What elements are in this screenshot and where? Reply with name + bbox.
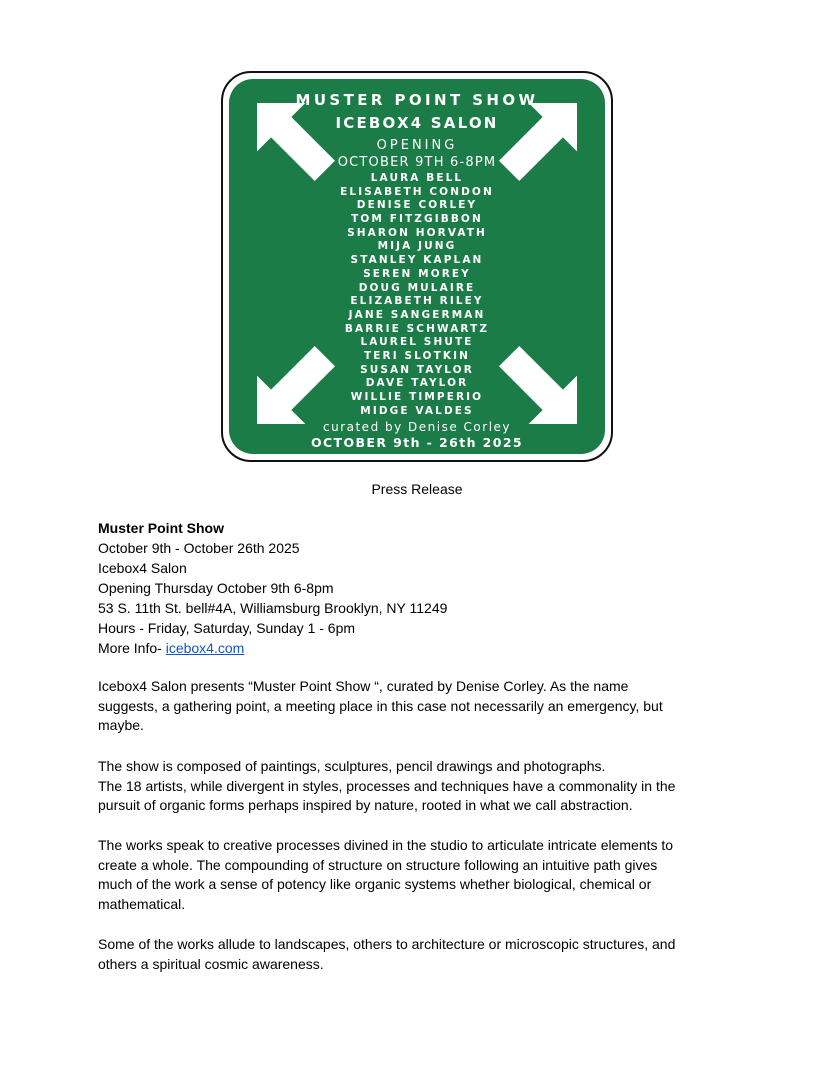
poster-artist: ELISABETH CONDON bbox=[340, 185, 494, 198]
poster-artist: MIJA JUNG bbox=[377, 240, 457, 253]
poster-artist: DAVE TAYLOR bbox=[365, 377, 469, 390]
poster-run-dates: OCTOBER 9th - 26th 2025 bbox=[310, 435, 524, 451]
poster-title: MUSTER POINT SHOW bbox=[295, 91, 539, 109]
poster-opening-label: OPENING bbox=[376, 138, 458, 153]
paragraph-line: The 18 artists, while divergent in styles, processes and techniques have a commonality in the bbox=[98, 777, 676, 794]
poster-artist: WILLIE TIMPERIO bbox=[350, 391, 484, 403]
paragraph-line: much of the work a sense of potency like organic systems whether biological, chemical or bbox=[98, 876, 652, 892]
poster-sign-panel bbox=[229, 79, 605, 454]
event-hours: Hours - Friday, Saturday, Sunday 1 - 6pm bbox=[98, 620, 356, 636]
event-heading: Muster Point Show bbox=[98, 520, 224, 536]
press-release-caption: Press Release bbox=[371, 481, 463, 497]
poster-artist: LAUREL SHUTE bbox=[360, 336, 474, 349]
paragraph-line: mathematical. bbox=[98, 895, 186, 912]
event-dates: October 9th - October 26th 2025 bbox=[98, 540, 300, 556]
body-paragraph bbox=[98, 935, 738, 974]
poster-artist: SUSAN TAYLOR bbox=[360, 363, 474, 376]
body-paragraph bbox=[98, 836, 738, 914]
poster-artist: DOUG MULAIRE bbox=[358, 281, 476, 294]
poster-artist: BARRIE SCHWARTZ bbox=[344, 322, 490, 335]
more-info-line bbox=[98, 638, 738, 658]
poster-artist: JANE SANGERMAN bbox=[348, 308, 486, 321]
paragraph-line: Some of the works allude to landscapes, others to architecture or microscopic structures, and bbox=[98, 936, 676, 952]
paragraph-line: The works speak to creative processes divined in the studio to articulate intricate elements to bbox=[98, 837, 674, 853]
poster-artist-list bbox=[229, 172, 605, 418]
poster-artist: SHARON HORVATH bbox=[347, 226, 487, 239]
body-paragraph bbox=[98, 677, 738, 736]
body-paragraph bbox=[98, 757, 738, 816]
event-info bbox=[98, 518, 738, 658]
website-link[interactable]: icebox4.com bbox=[165, 640, 245, 656]
poster-artist: TOM FITZGIBBON bbox=[351, 213, 483, 226]
paragraph-line: suggests, a gathering point, a meeting place in this case not necessarily an emergency, but bbox=[98, 697, 663, 714]
poster-curator: curated by Denise Corley bbox=[322, 420, 512, 435]
event-address: 53 S. 11th St. bell#4A, Williamsburg Brooklyn, NY 11249 bbox=[98, 600, 448, 616]
poster-artist: MIDGE VALDES bbox=[360, 404, 474, 417]
poster-artist: TERI SLOTKIN bbox=[364, 349, 470, 362]
poster-artist: SEREN MOREY bbox=[363, 267, 471, 280]
paragraph-line: create a whole. The compounding of structure on structure following an intuitive path gives bbox=[98, 856, 658, 873]
paragraph-line: Icebox4 Salon presents “Muster Point Show “, curated by Denise Corley. As the name bbox=[98, 678, 629, 694]
poster-artist: STANLEY KAPLAN bbox=[350, 254, 484, 267]
more-info-label: More Info- bbox=[98, 640, 166, 656]
event-venue: Icebox4 Salon bbox=[98, 560, 187, 576]
paragraph-line: pursuit of organic forms perhaps inspired by nature, rooted in what we call abstraction. bbox=[98, 797, 633, 813]
paragraph-line: maybe. bbox=[98, 717, 144, 733]
poster-artist: DENISE CORLEY bbox=[356, 199, 478, 212]
paragraph-line: The show is composed of paintings, sculptures, pencil drawings and photographs. bbox=[98, 758, 606, 774]
event-poster bbox=[221, 71, 613, 462]
event-opening: Opening Thursday October 9th 6-8pm bbox=[98, 580, 334, 596]
paragraph-line: others a spiritual cosmic awareness. bbox=[98, 955, 324, 972]
poster-opening-date: OCTOBER 9TH 6-8PM bbox=[337, 155, 497, 170]
poster-artist: ELIZABETH RILEY bbox=[350, 295, 484, 308]
poster-text bbox=[229, 89, 605, 451]
poster-artist: LAURA BELL bbox=[370, 172, 464, 184]
poster-venue: ICEBOX4 SALON bbox=[335, 114, 499, 132]
